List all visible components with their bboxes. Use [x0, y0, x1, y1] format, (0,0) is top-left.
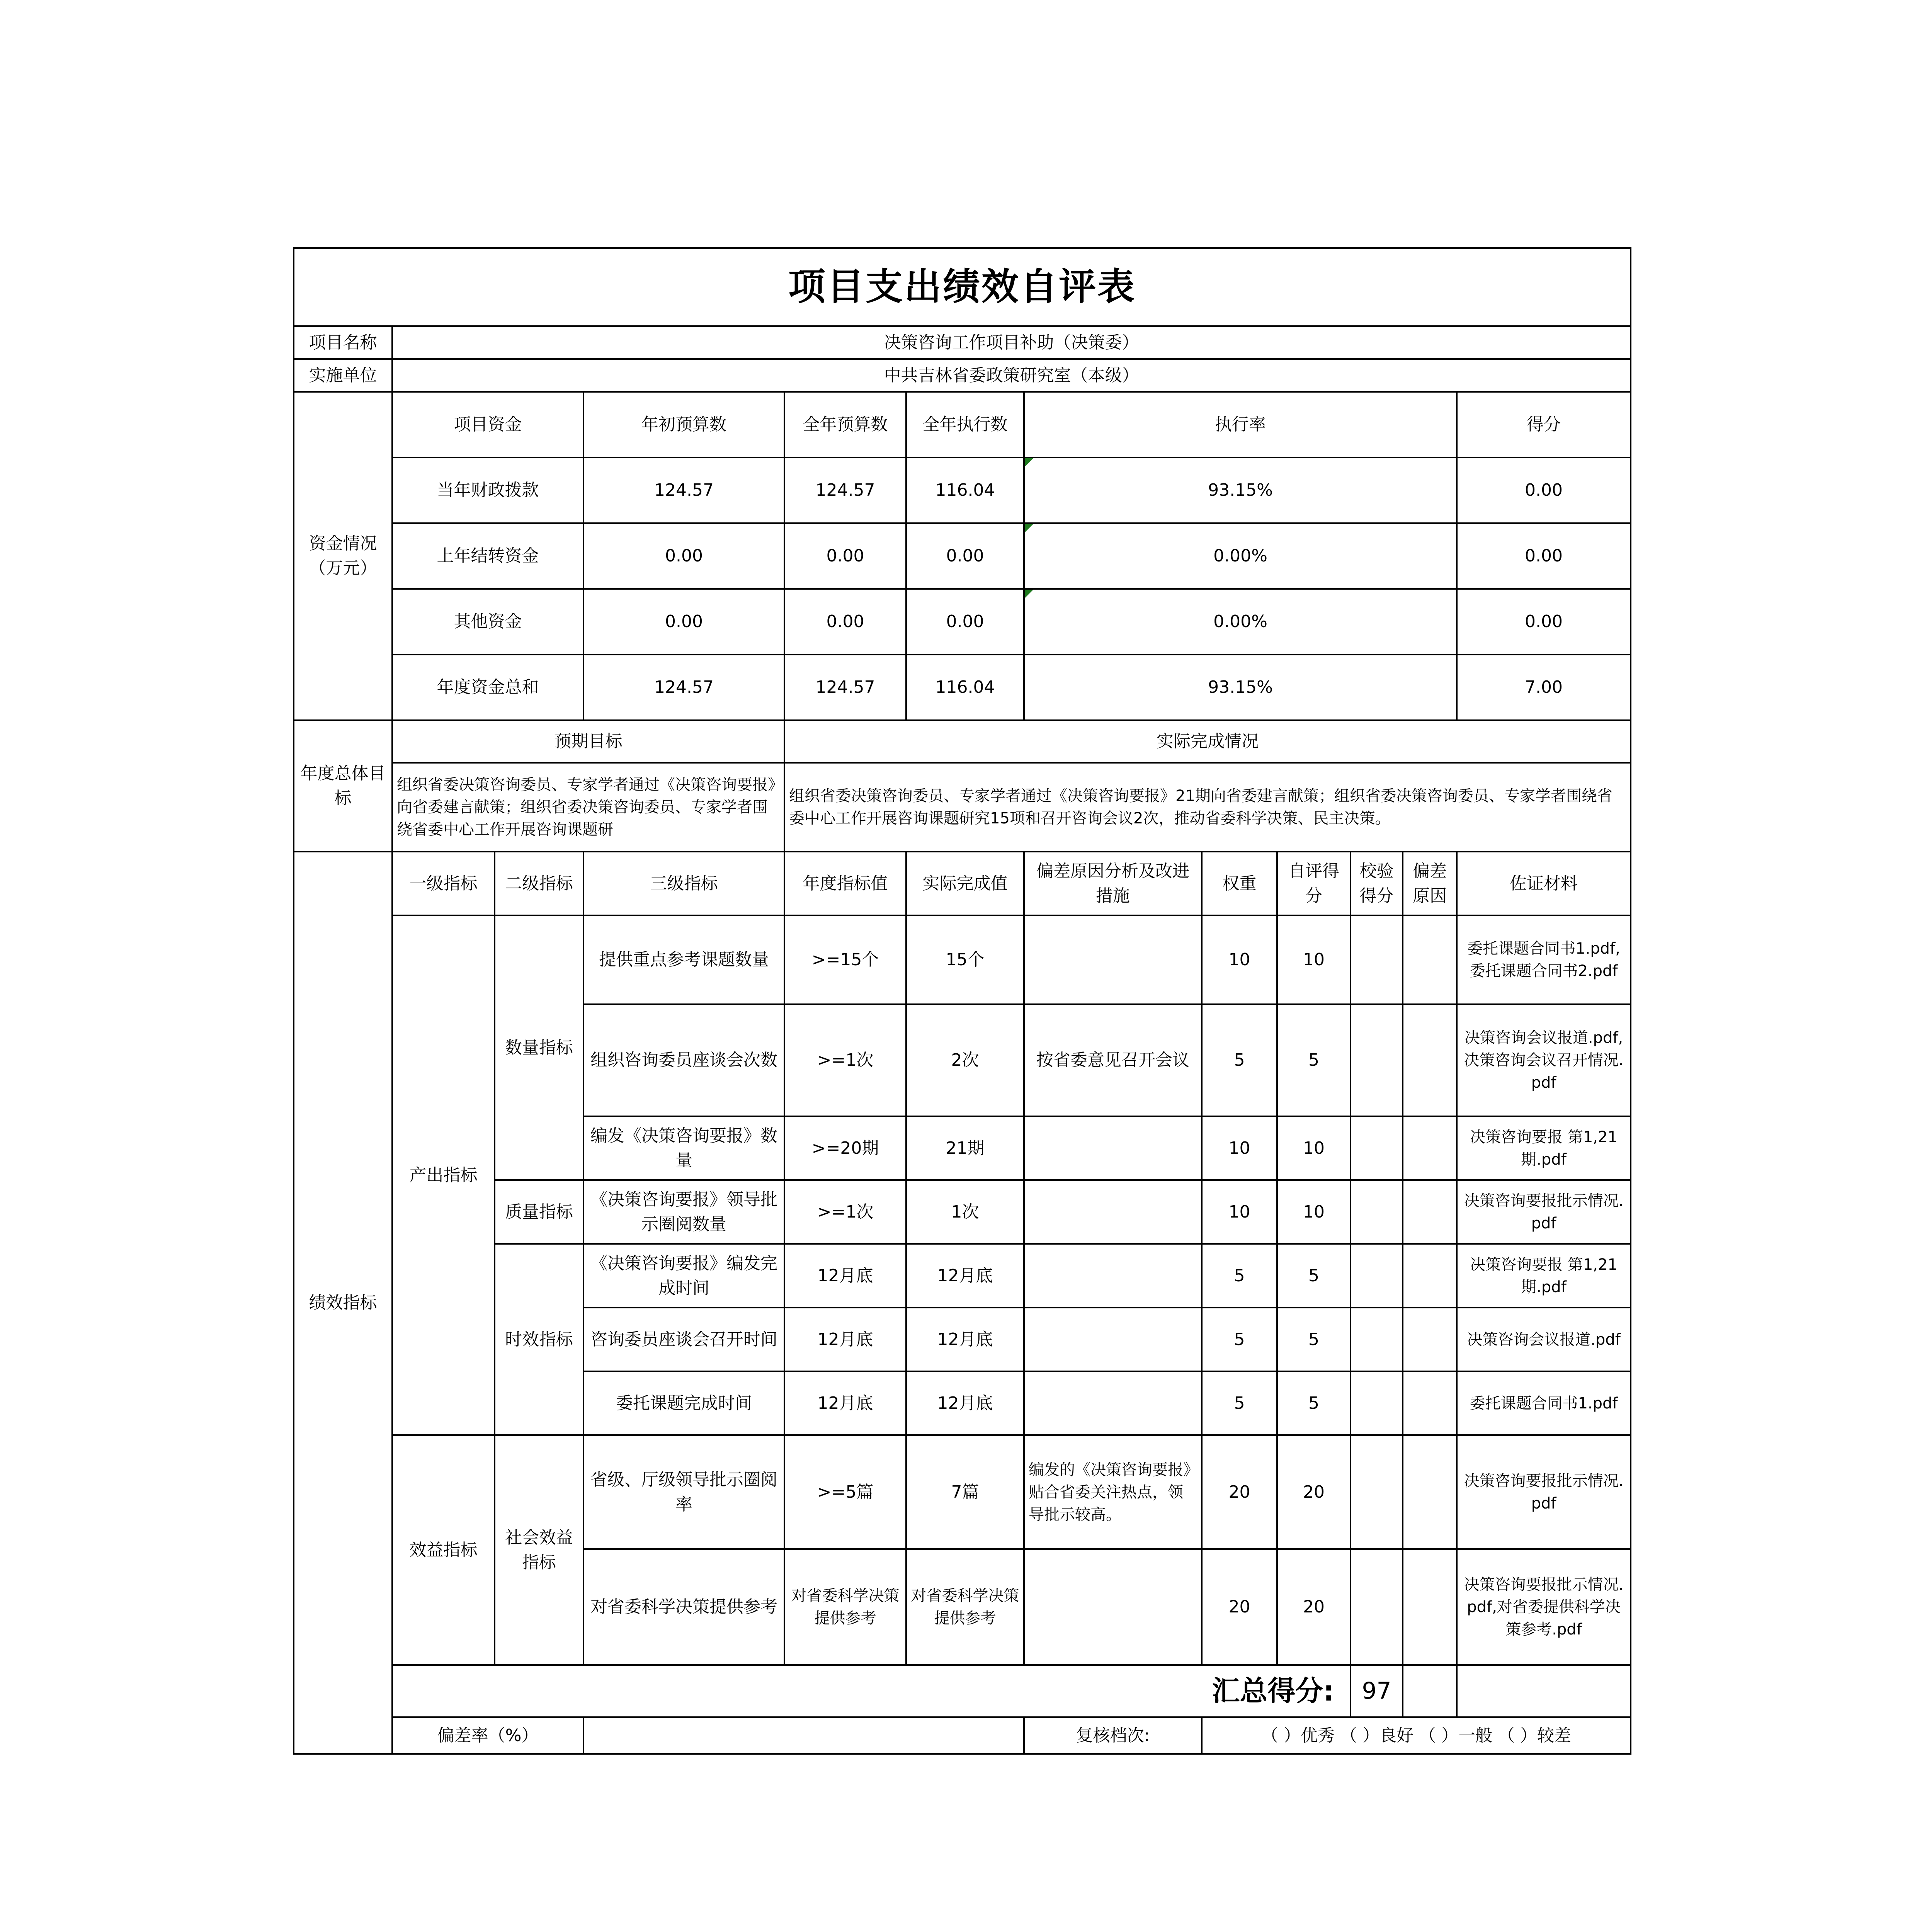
ind-deviation — [1403, 1116, 1457, 1180]
cell-note-marker-icon — [1025, 590, 1033, 598]
ind-weight: 5 — [1202, 1308, 1277, 1371]
funds-row-name: 上年结转资金 — [392, 523, 583, 589]
ind-evidence: 决策咨询要报 第1,21期.pdf — [1457, 1244, 1631, 1308]
ind-evidence: 委托课题合同书1.pdf — [1457, 1371, 1631, 1435]
ind-self-score: 10 — [1277, 915, 1351, 1004]
ind-actual: 12月底 — [906, 1371, 1024, 1435]
funds-row-score: 0.00 — [1457, 457, 1631, 523]
implementing-unit-value: 中共吉林省委政策研究室（本级） — [392, 359, 1631, 392]
ind-weight: 10 — [1202, 1116, 1277, 1180]
ind-header-level1: 一级指标 — [392, 852, 495, 915]
ind-deviation — [1403, 1244, 1457, 1308]
ind-evidence: 决策咨询要报批示情况.pdf — [1457, 1435, 1631, 1549]
ind-weight: 10 — [1202, 1180, 1277, 1244]
funds-row-score: 0.00 — [1457, 589, 1631, 655]
ind-name: 组织咨询委员座谈会次数 — [583, 1004, 784, 1116]
ind-name: 咨询委员座谈会召开时间 — [583, 1308, 784, 1371]
ind-target: 12月底 — [784, 1308, 906, 1371]
funds-row-rate: 93.15% — [1024, 655, 1457, 720]
project-name-label: 项目名称 — [294, 326, 392, 359]
ind-name: 《决策咨询要报》编发完成时间 — [583, 1244, 784, 1308]
funds-row — [294, 523, 1631, 589]
ind-reason: 按省委意见召开会议 — [1024, 1004, 1202, 1116]
ind-target: >=1次 — [784, 1180, 906, 1244]
ind-check-score — [1351, 1308, 1403, 1371]
ind-self-score: 5 — [1277, 1371, 1351, 1435]
ind-self-score: 20 — [1277, 1435, 1351, 1549]
ind-deviation — [1403, 1308, 1457, 1371]
ind-reason — [1024, 1308, 1202, 1371]
ind-self-score: 5 — [1277, 1244, 1351, 1308]
ind-weight: 5 — [1202, 1004, 1277, 1116]
ind-header-level2: 二级指标 — [495, 852, 583, 915]
ind-self-score: 20 — [1277, 1549, 1351, 1665]
ind-actual: 15个 — [906, 915, 1024, 1004]
ind-check-score — [1351, 1116, 1403, 1180]
ind-self-score: 10 — [1277, 1116, 1351, 1180]
funds-header-score: 得分 — [1457, 392, 1631, 457]
total-check-score — [1403, 1665, 1457, 1717]
ind-target: 12月底 — [784, 1244, 906, 1308]
goals-actual-header: 实际完成情况 — [784, 720, 1631, 763]
ind-self-score: 5 — [1277, 1308, 1351, 1371]
funds-row-initial: 0.00 — [583, 523, 784, 589]
funds-row-rate — [1024, 457, 1457, 523]
funds-row — [294, 457, 1631, 523]
ind-evidence: 决策咨询会议报道.pdf,决策咨询会议召开情况.pdf — [1457, 1004, 1631, 1116]
ind-actual: 12月底 — [906, 1308, 1024, 1371]
goals-expected-header: 预期目标 — [392, 720, 784, 763]
deviation-rate-value[interactable] — [583, 1717, 1024, 1754]
funds-row-score: 7.00 — [1457, 655, 1631, 720]
ind-weight: 5 — [1202, 1371, 1277, 1435]
ind-level1-benefit: 效益指标 — [392, 1435, 495, 1665]
ind-check-score — [1351, 1371, 1403, 1435]
implementing-unit-label: 实施单位 — [294, 359, 392, 392]
ind-header-self-score: 自评得分 — [1277, 852, 1351, 915]
ind-name: 委托课题完成时间 — [583, 1371, 784, 1435]
project-name-value: 决策咨询工作项目补助（决策委） — [392, 326, 1631, 359]
funds-row-name: 其他资金 — [392, 589, 583, 655]
funds-row-annual: 0.00 — [784, 589, 906, 655]
funds-row-score: 0.00 — [1457, 523, 1631, 589]
ind-self-score: 5 — [1277, 1004, 1351, 1116]
ind-reason — [1024, 1244, 1202, 1308]
ind-actual: 21期 — [906, 1116, 1024, 1180]
ind-header-check-score: 校验得分 — [1351, 852, 1403, 915]
ind-target: >=15个 — [784, 915, 906, 1004]
ind-name: 《决策咨询要报》领导批示圈阅数量 — [583, 1180, 784, 1244]
funds-row-initial: 124.57 — [583, 655, 784, 720]
funds-header-annual: 全年预算数 — [784, 392, 906, 457]
ind-target: >=5篇 — [784, 1435, 906, 1549]
funds-row-executed: 0.00 — [906, 589, 1024, 655]
funds-row-executed: 116.04 — [906, 655, 1024, 720]
ind-reason — [1024, 1549, 1202, 1665]
ind-actual: 12月底 — [906, 1244, 1024, 1308]
ind-check-score — [1351, 1435, 1403, 1549]
cell-note-marker-icon — [1025, 458, 1033, 467]
goals-expected-text: 组织省委决策咨询委员、专家学者通过《决策咨询要报》向省委建言献策；组织省委决策咨询委员、专家学者围绕省委中心工作开展咨询课题研 — [392, 763, 784, 852]
ind-reason — [1024, 1180, 1202, 1244]
ind-evidence: 决策咨询要报批示情况.pdf,对省委提供科学决策参考.pdf — [1457, 1549, 1631, 1665]
ind-header-level3: 三级指标 — [583, 852, 784, 915]
ind-level2-social: 社会效益指标 — [495, 1435, 583, 1665]
funds-row-annual: 124.57 — [784, 457, 906, 523]
table-row — [294, 915, 1631, 1004]
funds-header-executed: 全年执行数 — [906, 392, 1024, 457]
ind-header-actual: 实际完成值 — [906, 852, 1024, 915]
ind-actual: 7篇 — [906, 1435, 1024, 1549]
funds-row-executed: 0.00 — [906, 523, 1024, 589]
ind-reason — [1024, 1371, 1202, 1435]
ind-level2-timeliness: 时效指标 — [495, 1244, 583, 1435]
ind-check-score — [1351, 1244, 1403, 1308]
ind-weight: 10 — [1202, 915, 1277, 1004]
deviation-rate-label: 偏差率（%） — [392, 1717, 583, 1754]
ind-check-score — [1351, 1004, 1403, 1116]
ind-deviation — [1403, 1371, 1457, 1435]
funds-row-executed: 116.04 — [906, 457, 1024, 523]
ind-level2-quantity: 数量指标 — [495, 915, 583, 1180]
funds-row-name: 年度资金总和 — [392, 655, 583, 720]
ind-header-target: 年度指标值 — [784, 852, 906, 915]
ind-evidence: 决策咨询要报 第1,21期.pdf — [1457, 1116, 1631, 1180]
funds-row-annual: 124.57 — [784, 655, 906, 720]
funds-header-initial: 年初预算数 — [583, 392, 784, 457]
ind-actual: 1次 — [906, 1180, 1024, 1244]
funds-row — [294, 655, 1631, 720]
funds-row-rate — [1024, 523, 1457, 589]
funds-row-rate — [1024, 589, 1457, 655]
ind-deviation — [1403, 1549, 1457, 1665]
ind-reason — [1024, 915, 1202, 1004]
funds-row — [294, 589, 1631, 655]
ind-evidence: 决策咨询要报批示情况.pdf — [1457, 1180, 1631, 1244]
cell-note-marker-icon — [1025, 524, 1033, 532]
ind-name: 对省委科学决策提供参考 — [583, 1549, 784, 1665]
ind-header-evidence: 佐证材料 — [1457, 852, 1631, 915]
ind-actual: 2次 — [906, 1004, 1024, 1116]
ind-level2-quality: 质量指标 — [495, 1180, 583, 1244]
funds-row-rate-value: 0.00% — [1213, 546, 1267, 566]
ind-reason — [1024, 1116, 1202, 1180]
ind-name: 省级、厅级领导批示圈阅率 — [583, 1435, 784, 1549]
goals-actual-text: 组织省委决策咨询委员、专家学者通过《决策咨询要报》21期向省委建言献策；组织省委决策咨询委员、专家学者围绕省委中心工作开展咨询课题研究15项和召开咨询会议2次，推动省委科学决策、民主决策。 — [784, 763, 1631, 852]
ind-weight: 20 — [1202, 1435, 1277, 1549]
funds-row-rate-value: 93.15% — [1208, 480, 1273, 500]
ind-check-score — [1351, 1549, 1403, 1665]
ind-header-deviation: 偏差原因 — [1403, 852, 1457, 915]
ind-target: >=20期 — [784, 1116, 906, 1180]
funds-row-annual: 0.00 — [784, 523, 906, 589]
ind-actual: 对省委科学决策提供参考 — [906, 1549, 1024, 1665]
ind-evidence: 委托课题合同书1.pdf,委托课题合同书2.pdf — [1457, 915, 1631, 1004]
ind-weight: 5 — [1202, 1244, 1277, 1308]
ind-check-score — [1351, 915, 1403, 1004]
ind-header-reason: 偏差原因分析及改进措施 — [1024, 852, 1202, 915]
funds-row-rate-value: 0.00% — [1213, 612, 1267, 632]
funds-header-item: 项目资金 — [392, 392, 583, 457]
review-level-label: 复核档次: — [1024, 1717, 1202, 1754]
total-score-value: 97 — [1351, 1665, 1403, 1717]
ind-self-score: 10 — [1277, 1180, 1351, 1244]
ind-deviation — [1403, 1004, 1457, 1116]
funds-row-initial: 0.00 — [583, 589, 784, 655]
review-level-options[interactable]: （ ）优秀 （ ）良好 （ ）一般 （ ）较差 — [1202, 1717, 1631, 1754]
ind-deviation — [1403, 1435, 1457, 1549]
funds-header-rate: 执行率 — [1024, 392, 1457, 457]
ind-deviation — [1403, 1180, 1457, 1244]
ind-target: >=1次 — [784, 1004, 906, 1116]
goals-section-label: 年度总体目标 — [294, 720, 392, 852]
ind-name: 编发《决策咨询要报》数量 — [583, 1116, 784, 1180]
ind-deviation — [1403, 915, 1457, 1004]
indicators-section-label: 绩效指标 — [294, 852, 392, 1754]
total-deviation — [1457, 1665, 1631, 1717]
table-row — [294, 1435, 1631, 1549]
ind-header-weight: 权重 — [1202, 852, 1277, 915]
ind-target: 12月底 — [784, 1371, 906, 1435]
ind-evidence: 决策咨询会议报道.pdf — [1457, 1308, 1631, 1371]
ind-weight: 20 — [1202, 1549, 1277, 1665]
ind-name: 提供重点参考课题数量 — [583, 915, 784, 1004]
evaluation-table — [293, 247, 1631, 1755]
funds-row-initial: 124.57 — [583, 457, 784, 523]
ind-target: 对省委科学决策提供参考 — [784, 1549, 906, 1665]
ind-reason: 编发的《决策咨询要报》贴合省委关注热点，领导批示较高。 — [1024, 1435, 1202, 1549]
ind-level1-output: 产出指标 — [392, 915, 495, 1435]
total-score-label: 汇总得分: — [392, 1665, 1351, 1717]
performance-evaluation-sheet — [293, 247, 1630, 1755]
ind-check-score — [1351, 1180, 1403, 1244]
funds-section-label: 资金情况（万元） — [294, 392, 392, 720]
table-title: 项目支出绩效自评表 — [294, 248, 1631, 326]
funds-row-name: 当年财政拨款 — [392, 457, 583, 523]
